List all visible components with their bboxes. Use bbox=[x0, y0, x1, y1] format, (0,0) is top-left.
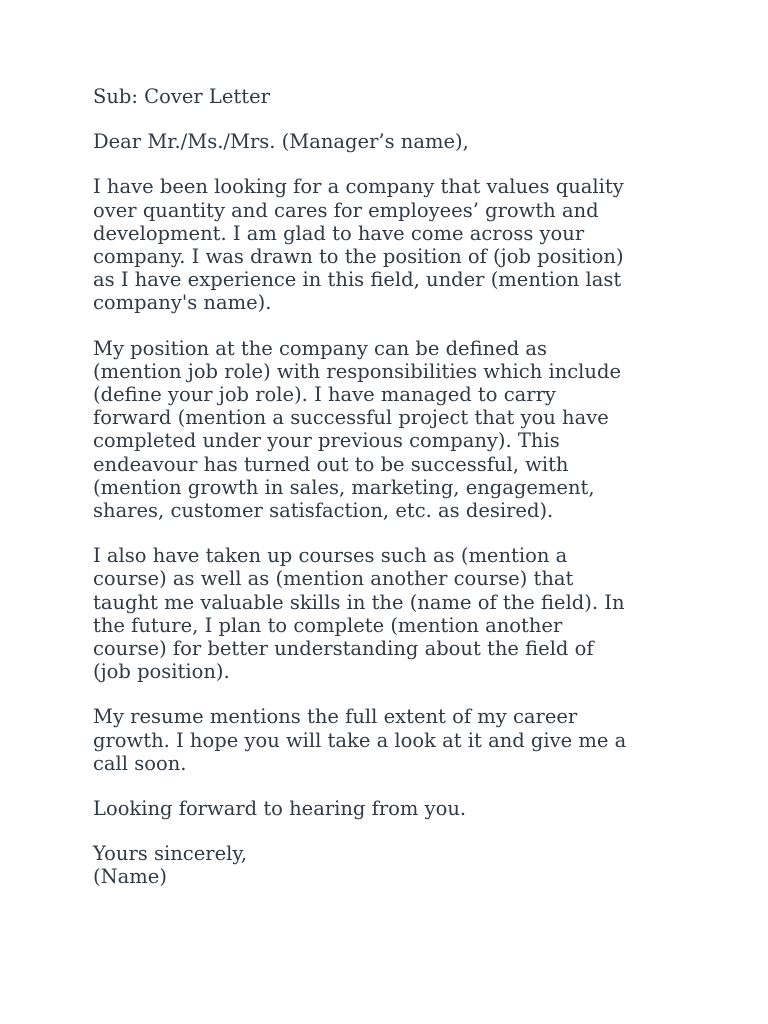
paragraph-courses: I also have taken up courses such as (mention a course) as well as (mention another course) that taught me valuable skills in the (name of the field). In the future, I plan to complete (mention another course) for better understanding about the field of (job position). bbox=[93, 544, 625, 684]
paragraph-looking-forward: Looking forward to hearing from you. bbox=[93, 797, 467, 821]
paragraph-position: My position at the company can be defined as (mention job role) with responsibilities which include (define your job role). I have managed to carry forward (mention a successful project that you have completed under your previous company). This endeavour has turned out to be successful, with (mention growth in sales, marketing, engagement, shares, customer satisfaction, etc. as desired). bbox=[93, 336, 622, 523]
cover-letter bbox=[93, 85, 693, 889]
paragraph-resume: My resume mentions the full extent of my career growth. I hope you will take a look at it and give me a call soon. bbox=[93, 705, 627, 775]
closing-phrase: Yours sincerely, bbox=[93, 842, 247, 866]
signature-name: (Name) bbox=[93, 865, 167, 889]
closing-block bbox=[93, 842, 693, 888]
paragraph-intro: I have been looking for a company that values quality over quantity and cares for employees’ growth and development. I am glad to have come across your company. I was drawn to the position of (job position) as I have experience in this field, under (mention last company's name). bbox=[93, 175, 624, 315]
salutation: Dear Mr./Ms./Mrs. (Manager’s name), bbox=[93, 130, 469, 154]
subject-line: Sub: Cover Letter bbox=[93, 85, 270, 108]
